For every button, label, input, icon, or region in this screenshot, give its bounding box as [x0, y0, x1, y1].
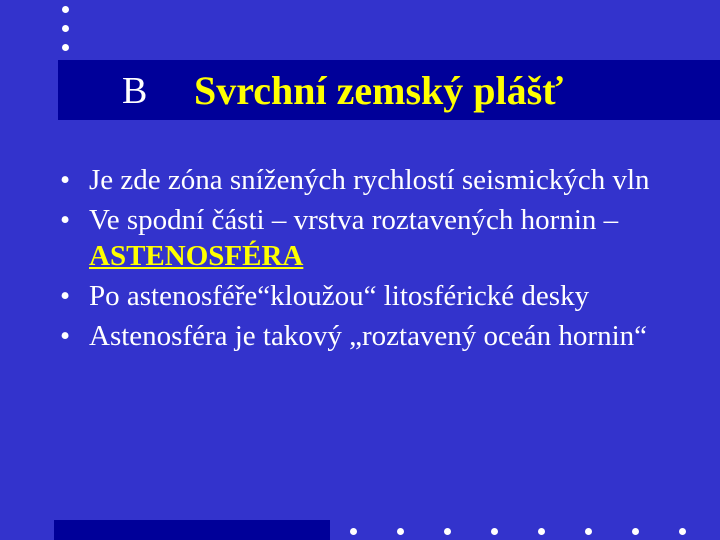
- decorative-dot: [350, 528, 357, 535]
- decorative-dot: [397, 528, 404, 535]
- bullet-text: Po astenosféře“kloužou“ litosférické desky: [89, 280, 590, 312]
- section-letter: B: [122, 70, 148, 112]
- bullet-icon: •: [60, 164, 71, 196]
- bullet-text: Je zde zóna snížených rychlostí seismických vln: [89, 164, 650, 196]
- bullet-list: [60, 162, 700, 358]
- decorative-dot: [632, 528, 639, 535]
- decorative-dot: [679, 528, 686, 535]
- bullet-icon: •: [60, 204, 71, 236]
- bullet-item: [60, 278, 700, 314]
- decorative-dot: [62, 44, 69, 51]
- bullet-icon: •: [60, 320, 71, 352]
- decorative-dot: [491, 528, 498, 535]
- bottom-band: [54, 520, 330, 540]
- decorative-dot: [585, 528, 592, 535]
- bullet-text: Ve spodní části – vrstva roztavených hornin –: [89, 204, 619, 236]
- bullet-item: [60, 202, 700, 274]
- decorative-dot: [538, 528, 545, 535]
- decorative-dot: [62, 6, 69, 13]
- bullet-text: Astenosféra je takový „roztavený oceán hornin“: [89, 320, 648, 352]
- bottom-decorative-dots: [350, 528, 720, 538]
- bullet-item: [60, 318, 700, 354]
- slide-title: Svrchní zemský plášť: [194, 68, 564, 113]
- astenosfera-highlight: ASTENOSFÉRA: [89, 240, 304, 272]
- decorative-dot: [444, 528, 451, 535]
- bullet-icon: •: [60, 280, 71, 312]
- decorative-dot: [62, 25, 69, 32]
- bullet-item: [60, 162, 700, 198]
